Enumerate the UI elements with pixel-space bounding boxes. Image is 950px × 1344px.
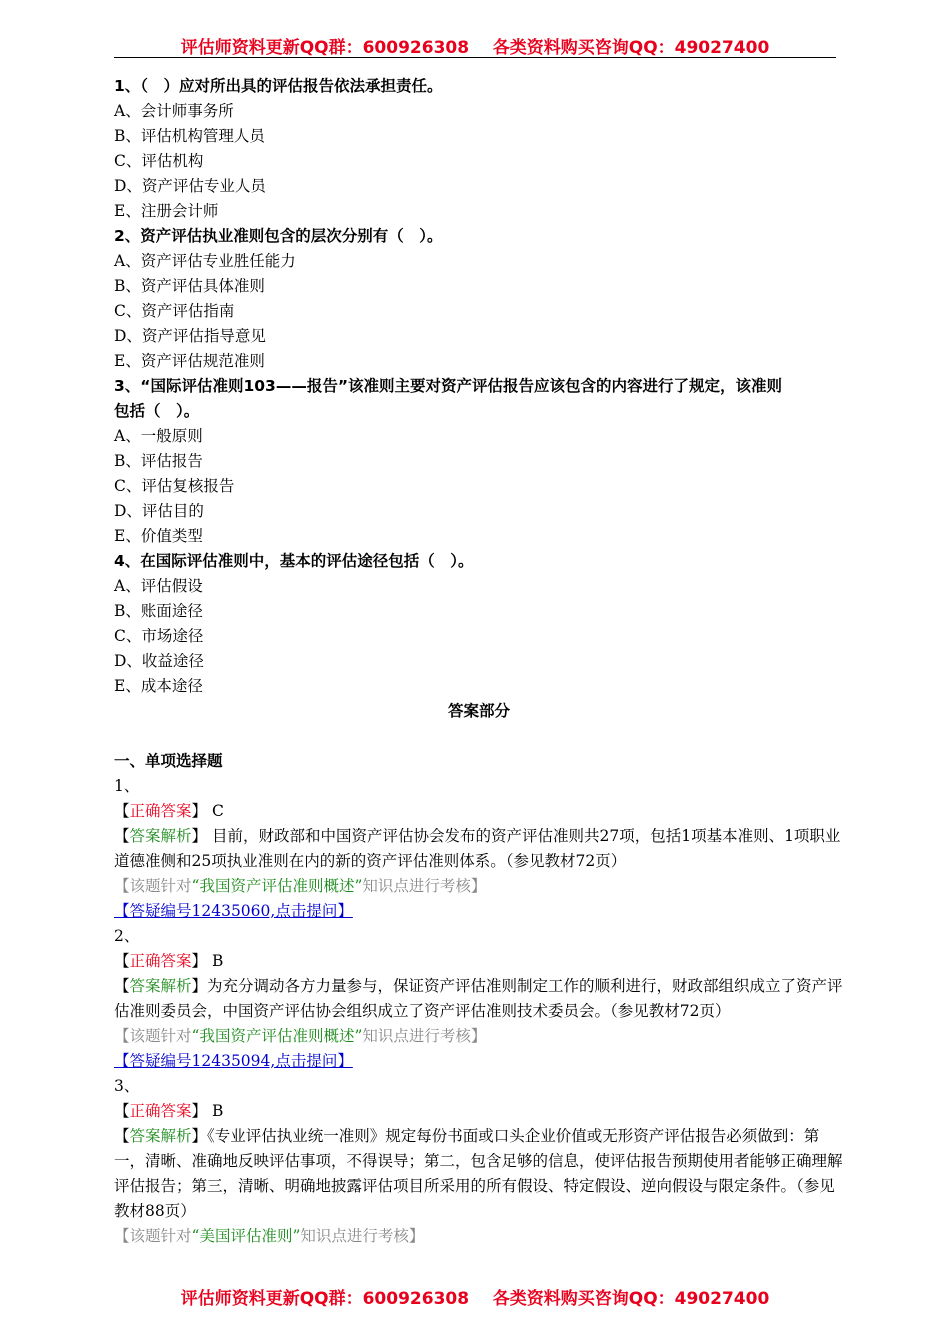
q1-option-d: D、资产评估专业人员 — [114, 177, 266, 195]
answer-1-number: 1、 — [114, 777, 140, 795]
analysis-text: 《专业评估执业统一准则》规定每份书面或口头企业价值或无形资产评估报告必须做到：第一，清晰、准确地反映评估事项，不得误导；第二，包含足够的信息，使评估报告预期使用者能够正确理解评估报告；第三，清晰、明确地披露评估项目所采用的所有假设、特定假设、逆向假设与限定条件。（参见教材88页） — [114, 1127, 843, 1220]
header-rule — [114, 57, 836, 58]
answers-title: 答案部分 — [447, 702, 510, 720]
knowledge-suffix: 知识点进行考核 — [362, 877, 471, 895]
answer-2-analysis — [114, 974, 844, 1024]
correct-label: 正确答案 — [129, 1102, 192, 1120]
footer-banner: 评估师资料更新QQ群：600926308 各类资料购买咨询QQ：49027400 — [180, 1289, 770, 1309]
bracket: 】 — [191, 802, 208, 820]
question-1: 1、（ ）应对所出具的评估报告依法承担责任。 — [114, 77, 443, 95]
question-2: 2、资产评估执业准则包含的层次分别有（ ）。 — [114, 227, 443, 245]
topic-name: “我国资产评估准则概述” — [191, 1027, 363, 1045]
section-title: 一、单项选择题 — [114, 752, 223, 770]
q3-option-b: B、评估报告 — [114, 452, 203, 470]
topic-name: “我国资产评估准则概述” — [191, 877, 363, 895]
analysis-label: 答案解析 — [129, 827, 192, 845]
bracket: 】 — [191, 827, 208, 845]
spacer — [114, 724, 844, 749]
q2-option-a: A、资产评估专业胜任能力 — [114, 252, 296, 270]
bracket: 【 — [114, 802, 130, 820]
ask-question-link[interactable]: 【答疑编号12435094,点击提问】 — [114, 1052, 353, 1070]
answer-3-number: 3、 — [114, 1077, 140, 1095]
analysis-text: 目前，财政部和中国资产评估协会发布的资产评估准则共27项，包括1项基本准则、1项职业道德准侧和25项执业准则在内的新的资产评估准则体系。（参见教材72页） — [114, 827, 841, 870]
q1-option-a: A、会计师事务所 — [114, 102, 234, 120]
ask-question-link[interactable]: 【答疑编号12435060,点击提问】 — [114, 902, 353, 920]
knowledge-prefix: 该题针对 — [129, 877, 192, 895]
bracket: 【 — [114, 977, 130, 995]
bracket: 【 — [114, 877, 130, 895]
answer-3-correct — [114, 1099, 844, 1124]
q2-option-c: C、资产评估指南 — [114, 302, 235, 320]
bracket: 】 — [470, 1027, 487, 1045]
q3-option-e: E、价值类型 — [114, 527, 203, 545]
answer-3-topic — [114, 1224, 844, 1249]
q2-option-b: B、资产评估具体准则 — [114, 277, 265, 295]
answer-2-topic — [114, 1024, 844, 1049]
correct-label: 正确答案 — [129, 802, 192, 820]
q1-option-b: B、评估机构管理人员 — [114, 127, 265, 145]
answer-2-correct — [114, 949, 844, 974]
q4-option-b: B、账面途径 — [114, 602, 203, 620]
bracket: 【 — [114, 827, 130, 845]
answer-2-number: 2、 — [114, 927, 140, 945]
correct-value: C — [211, 802, 224, 820]
header-banner: 评估师资料更新QQ群：600926308 各类资料购买咨询QQ：49027400 — [180, 38, 770, 58]
analysis-text: 为充分调动各方力量参与，保证资产评估准则制定工作的顺利进行，财政部组织成立了资产评估准则委员会，中国资产评估协会组织成立了资产评估准则技术委员会。（参见教材72页） — [114, 977, 843, 1020]
q1-option-c: C、评估机构 — [114, 152, 204, 170]
q4-option-a: A、评估假设 — [114, 577, 203, 595]
q4-option-c: C、市场途径 — [114, 627, 204, 645]
analysis-label: 答案解析 — [129, 977, 192, 995]
answer-1-correct — [114, 799, 844, 824]
bracket: 】 — [191, 952, 208, 970]
q3-option-d: D、评估目的 — [114, 502, 204, 520]
answer-1-topic — [114, 874, 844, 899]
topic-name: “美国评估准则” — [191, 1227, 301, 1245]
bracket: 】 — [408, 1227, 425, 1245]
bracket: 】 — [191, 1127, 208, 1145]
bracket: 】 — [191, 1102, 208, 1120]
correct-value: B — [211, 1102, 224, 1120]
q3-option-c: C、评估复核报告 — [114, 477, 235, 495]
knowledge-prefix: 该题针对 — [129, 1027, 192, 1045]
question-4: 4、在国际评估准则中，基本的评估途径包括（ ）。 — [114, 552, 474, 570]
q2-option-e: E、资产评估规范准则 — [114, 352, 265, 370]
document-body — [114, 74, 844, 1249]
q2-option-d: D、资产评估指导意见 — [114, 327, 266, 345]
correct-value: B — [211, 952, 224, 970]
question-3-line-1: 3、“国际评估准则103——报告”该准则主要对资产评估报告应该包含的内容进行了规定，该准则 — [114, 377, 783, 395]
bracket: 】 — [191, 977, 208, 995]
question-3-line-2: 包括（ ）。 — [114, 402, 200, 420]
bracket: 【 — [114, 1027, 130, 1045]
q1-option-e: E、注册会计师 — [114, 202, 219, 220]
knowledge-prefix: 该题针对 — [129, 1227, 192, 1245]
answer-1-analysis — [114, 824, 844, 874]
correct-label: 正确答案 — [129, 952, 192, 970]
knowledge-suffix: 知识点进行考核 — [362, 1027, 471, 1045]
q3-option-a: A、一般原则 — [114, 427, 203, 445]
bracket: 【 — [114, 1102, 130, 1120]
q4-option-d: D、收益途径 — [114, 652, 204, 670]
analysis-label: 答案解析 — [129, 1127, 192, 1145]
bracket: 】 — [470, 877, 487, 895]
bracket: 【 — [114, 1227, 130, 1245]
answer-3-analysis — [114, 1124, 844, 1224]
knowledge-suffix: 知识点进行考核 — [300, 1227, 409, 1245]
bracket: 【 — [114, 952, 130, 970]
q4-option-e: E、成本途径 — [114, 677, 203, 695]
bracket: 【 — [114, 1127, 130, 1145]
